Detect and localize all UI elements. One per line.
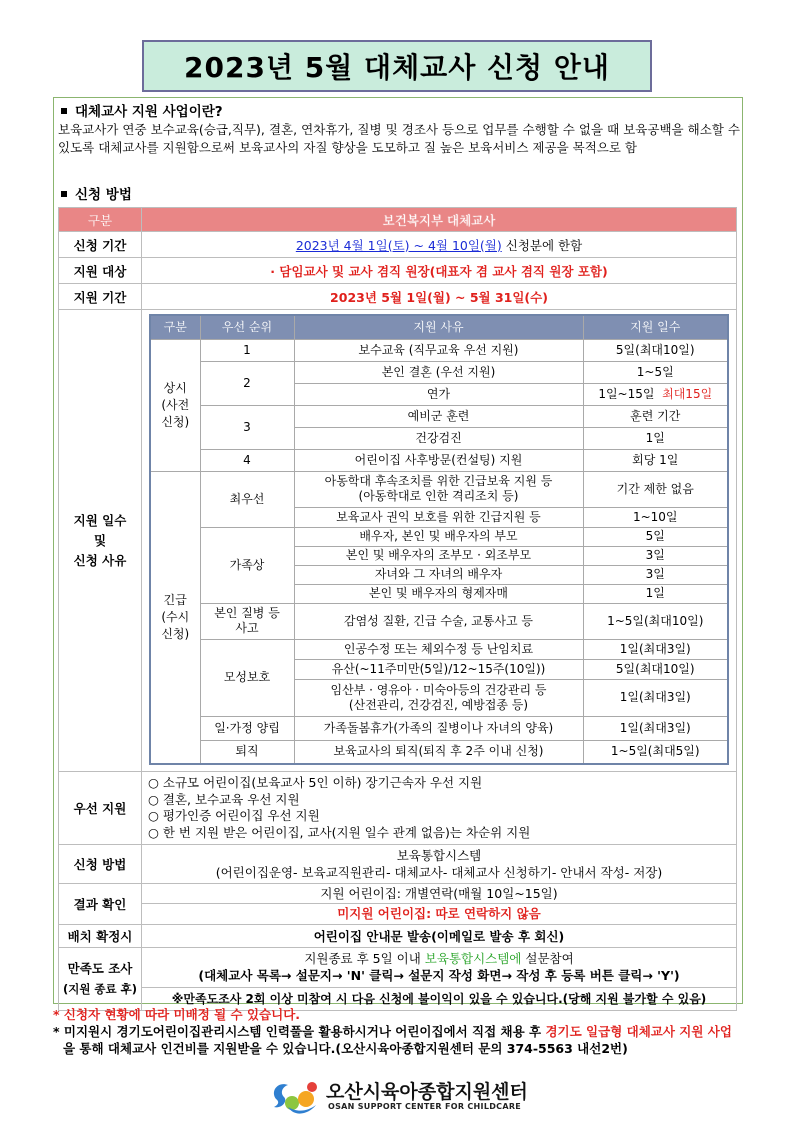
survey-system: 보육통합시스템에 (424, 951, 522, 966)
priority-cell: 2 (200, 361, 294, 405)
priority-cell: 모성보호 (200, 639, 294, 716)
survey-steps: (대체교사 목록→ 설문지→ 'N' 클릭→ 설문지 작성 화면→ 작성 후 등록 버튼 클릭→ 'Y') (142, 967, 736, 988)
days-cell: 1일 (583, 584, 728, 603)
info-table (58, 207, 737, 1011)
days-cell: 기간 제한 없음 (583, 471, 728, 507)
group-line: 상시 (163, 380, 187, 395)
priority-cell: 3 (200, 405, 294, 449)
reason-cell: 본인 및 배우자의 조부모 · 외조부모 (294, 546, 583, 565)
group-urgent (150, 471, 200, 764)
reason-line: 아동학대 후속조치를 위한 긴급보육 지원 등 (324, 474, 553, 488)
footnote: * 신청자 현황에 따라 미배정 될 수 있습니다. (53, 1007, 301, 1022)
days-cell: 5일(최대10일) (583, 339, 728, 361)
survey-warning: ※만족도조사 2회 이상 미참여 시 다음 신청에 불이익이 있을 수 있습니다.(당해 지원 불가할 수 있음) (171, 992, 707, 1006)
list-item: ○ 평가인증 어린이집 우선 지원 (148, 808, 320, 823)
days-cell: 5일(최대10일) (583, 659, 728, 679)
reason-cell: 건강검진 (294, 427, 583, 449)
apply-period-tail: 신청분에 한함 (501, 237, 583, 253)
days-cell: 5일 (583, 527, 728, 546)
result-line: 지원 어린이집: 개별연락(매월 10일~15일) (142, 884, 736, 904)
reason-cell: 가족돌봄휴가(가족의 질병이나 자녀의 양육) (294, 716, 583, 740)
list-item: ○ 결혼, 보수교육 우선 지원 (148, 791, 300, 807)
label-line: 및 (93, 532, 107, 548)
reason-cell: 배우자, 본인 및 배우자의 부모 (294, 527, 583, 546)
days-cell: 회당 1일 (583, 449, 728, 471)
days-cell: 1일(최대3일) (583, 639, 728, 659)
support-period-value: 2023년 5월 1일(월) ~ 5월 31일(수) (142, 284, 737, 310)
logo-english-text: OSAN SUPPORT CENTER FOR CHILDCARE (328, 1102, 522, 1111)
survey-value (142, 948, 737, 1011)
reason-line: (산전관리, 건강검진, 예방접종 등) (348, 697, 529, 712)
reason-cell: 보육교사의 퇴직(퇴직 후 2주 이내 신청) (294, 740, 583, 764)
label-line: 신청 사유 (73, 552, 127, 568)
reason-cell: 본인 및 배우자의 형제자매 (294, 584, 583, 603)
row-label-apply-method: 신청 방법 (59, 845, 142, 884)
section-heading-text: 신청 방법 (75, 187, 132, 203)
center-logo (268, 1077, 538, 1117)
inner-header: 구분 (150, 315, 200, 339)
days-cell: 1~5일 (583, 361, 728, 383)
survey-text: 설문참여 (521, 951, 574, 966)
row-label-support-days (59, 310, 142, 772)
days-max: 최대15일 (662, 386, 713, 401)
logo-korean-text: 오산시육아종합지원센터 (326, 1081, 528, 1103)
priority-cell: 최우선 (200, 471, 294, 527)
days-cell: 훈련 기간 (583, 405, 728, 427)
table-header-category: 구분 (59, 208, 142, 232)
apply-method-line: 보육통합시스템 (396, 848, 482, 863)
priority-cell: 퇴직 (200, 740, 294, 764)
reason-cell (294, 679, 583, 716)
days-cell: 1일(최대3일) (583, 679, 728, 716)
list-item: ○ 소규모 어린이집(보육교사 5인 이하) 장기근속자 우선 지원 (148, 775, 483, 790)
bullet-icon (61, 108, 67, 114)
days-cell: 1~5일(최대10일) (583, 603, 728, 639)
row-label-priority-support: 우선 지원 (59, 772, 142, 845)
footnote-text: * 미지원시 경기도어린이집관리시스템 인력풀을 활용하시거나 어린이집에서 직접 채용 후 (53, 1024, 546, 1039)
priority-support-list (142, 772, 737, 845)
apply-method-line: (어린이집운영- 보육교직원관리- 대체교사- 대체교사 신청하기- 안내서 작성- 저장) (215, 865, 663, 880)
intro-paragraph: 보육교사가 연중 보수교육(승급,직무), 결혼, 연차휴가, 질병 및 경조사 등으로 업무를 수행할 수 없을 때 보육공백을 해소할 수 있도록 대체교사를 지원함으로써 보육교사의 자질 향상을 도모하고 질 높은 보육서비스 제공을 목적으로 함 (58, 122, 740, 155)
reason-cell: 인공수정 또는 체외수정 등 난임치료 (294, 639, 583, 659)
group-line: 신청) (161, 626, 190, 641)
logo-mark-icon (268, 1077, 324, 1117)
survey-line (142, 948, 736, 967)
group-regular (150, 339, 200, 471)
apply-period-dates: 2023년 4월 1일(토) ~ 4월 10일(월) (295, 237, 502, 253)
section-heading-text: 대체교사 지원 사업이란? (75, 104, 223, 120)
row-label-placement: 배치 확정시 (59, 925, 142, 948)
footnote-text: 을 통해 대체교사 인건비를 지원받을 수 있습니다.(오산시육아종합지원센터 문의 374-5563 내선2번) (63, 1041, 628, 1056)
reason-cell: 유산(~11주미만(5일)/12~15주(10일)) (294, 659, 583, 679)
priority-cell: 1 (200, 339, 294, 361)
priority-cell (200, 603, 294, 639)
list-item: ○ 한 번 지원 받은 어린이집, 교사(지원 일수 관계 없음)는 차순위 지원 (148, 824, 531, 840)
reason-cell: 보수교육 (직무교육 우선 지원) (294, 339, 583, 361)
row-label-apply-period: 신청 기간 (59, 232, 142, 258)
inner-header: 지원 일수 (583, 315, 728, 339)
survey-text: 지원종료 후 5일 이내 (304, 951, 425, 966)
footnotes (53, 1006, 743, 1057)
support-days-cell (142, 310, 737, 772)
group-line: 신청) (161, 414, 190, 429)
priority-line: 본인 질병 등 (214, 606, 280, 620)
row-label-support-period: 지원 기간 (59, 284, 142, 310)
label-line: (지원 종료 후) (62, 982, 138, 996)
priority-cell: 4 (200, 449, 294, 471)
reason-cell: 자녀와 그 자녀의 배우자 (294, 565, 583, 584)
group-line: (수시 (161, 609, 190, 624)
reason-cell: 보육교사 권익 보호를 위한 긴급지원 등 (294, 507, 583, 527)
days-cell: 1~10일 (583, 507, 728, 527)
reason-cell (294, 471, 583, 507)
days-cell: 3일 (583, 546, 728, 565)
result-line: 미지원 어린이집: 따로 연락하지 않음 (337, 906, 541, 921)
reason-line: 임산부 · 영유아 · 미숙아등의 건강관리 등 (330, 682, 547, 697)
priority-cell: 일·가정 양립 (200, 716, 294, 740)
inner-header: 우선 순위 (200, 315, 294, 339)
priority-line: 사고 (235, 621, 259, 635)
reason-cell: 감염성 질환, 긴급 수술, 교통사고 등 (294, 603, 583, 639)
page-title: 2023년 5월 대체교사 신청 안내 (142, 40, 652, 92)
target-value: · 담임교사 및 교사 겸직 원장(대표자 겸 교사 겸직 원장 포함) (142, 258, 737, 284)
reason-line: (아동학대로 인한 격리조치 등) (358, 489, 519, 503)
footnote-highlight: 경기도 일급형 대체교사 지원 사업 (545, 1024, 732, 1039)
support-days-table (149, 314, 729, 765)
reason-cell: 예비군 훈련 (294, 405, 583, 427)
reason-cell: 어린이집 사후방문(컨설팅) 지원 (294, 449, 583, 471)
reason-cell: 본인 결혼 (우선 지원) (294, 361, 583, 383)
inner-header: 지원 사유 (294, 315, 583, 339)
days-cell: 1일 (583, 427, 728, 449)
apply-period-value (142, 232, 737, 258)
section-heading-intro (58, 100, 223, 120)
table-header-program: 보건복지부 대체교사 (142, 208, 737, 232)
days-cell: 1일(최대3일) (583, 716, 728, 740)
result-value (142, 884, 737, 925)
label-line: 지원 일수 (73, 512, 127, 528)
group-line: (사전 (161, 397, 190, 412)
group-line: 긴급 (163, 592, 187, 607)
row-label-target: 지원 대상 (59, 258, 142, 284)
reason-cell: 연가 (294, 383, 583, 405)
apply-method-value (142, 845, 737, 884)
row-label-survey (59, 948, 142, 1011)
days-range: 1일~15일 (598, 386, 655, 401)
days-cell: 3일 (583, 565, 728, 584)
label-line: 만족도 조사 (67, 961, 133, 976)
placement-value: 어린이집 안내문 발송(이메일로 발송 후 회신) (142, 925, 737, 948)
priority-cell: 가족상 (200, 527, 294, 603)
days-cell: 1~5일(최대5일) (583, 740, 728, 764)
row-label-result: 결과 확인 (59, 884, 142, 925)
section-heading-apply (58, 183, 132, 203)
days-cell (583, 383, 728, 405)
bullet-icon (61, 191, 67, 197)
footnote (53, 1023, 743, 1057)
